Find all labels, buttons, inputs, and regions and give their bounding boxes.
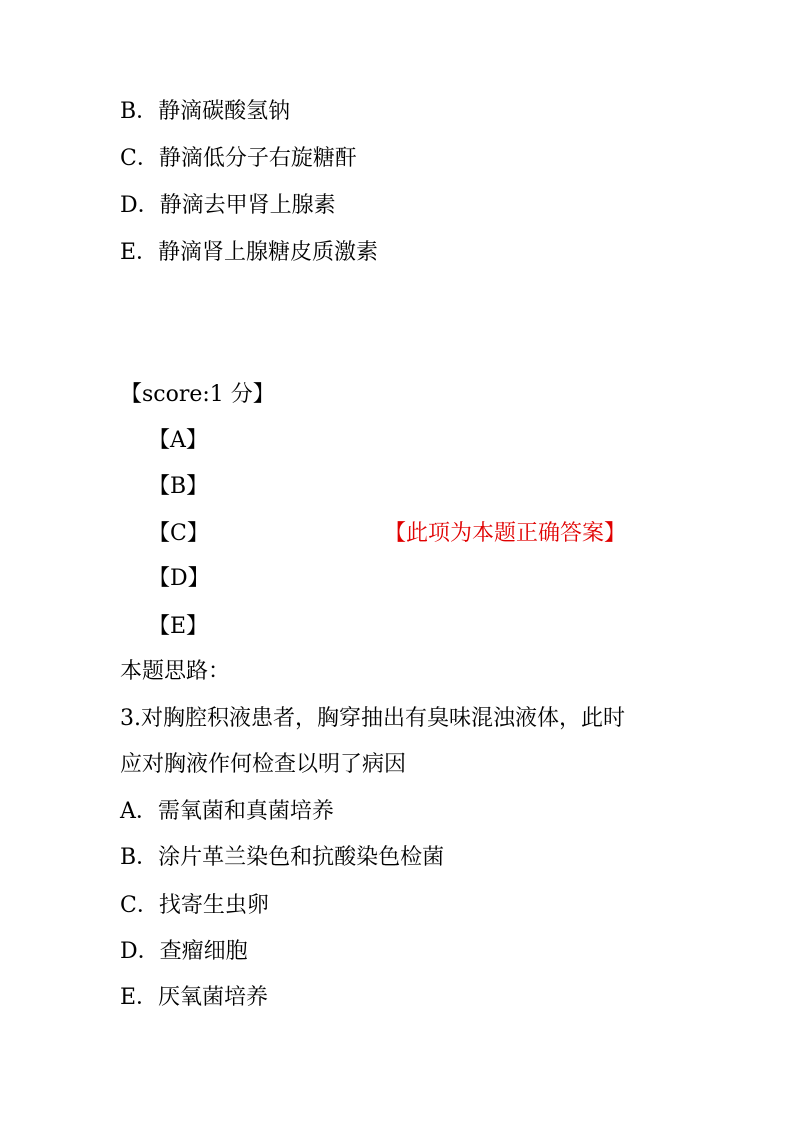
score-label: 【score:1 分】: [120, 382, 275, 407]
answer-choice-d: 【D】: [148, 566, 210, 591]
analysis-label: 本题思路：: [120, 659, 231, 684]
option-b: B．静滴碳酸氢钠: [120, 99, 291, 124]
q3-option-e: E．厌氧菌培养: [120, 985, 269, 1010]
correct-answer-note: 【此项为本题正确答案】: [384, 521, 627, 546]
question-3-stem-line2: 应对胸液作何检查以明了病因: [120, 752, 407, 777]
answer-choice-c-row: [148, 519, 627, 549]
answer-choice-b: 【B】: [148, 474, 209, 499]
option-e: E．静滴肾上腺糖皮质激素: [120, 240, 379, 265]
option-d: D．静滴去甲肾上腺素: [120, 193, 336, 218]
option-c: C．静滴低分子右旋糖酐: [120, 146, 357, 171]
q3-option-a: A．需氧菌和真菌培养: [120, 799, 334, 824]
q3-option-d: D．查瘤细胞: [120, 939, 248, 964]
q3-option-c: C．找寄生虫卵: [120, 893, 269, 918]
question-3-stem-line1: 3.对胸腔积液患者，胸穿抽出有臭味混浊液体，此时: [120, 706, 625, 731]
q3-option-b: B．涂片革兰染色和抗酸染色检菌: [120, 845, 445, 870]
answer-choice-e: 【E】: [148, 614, 209, 639]
answer-choice-a: 【A】: [148, 428, 208, 453]
answer-choice-c: 【C】: [148, 521, 209, 546]
